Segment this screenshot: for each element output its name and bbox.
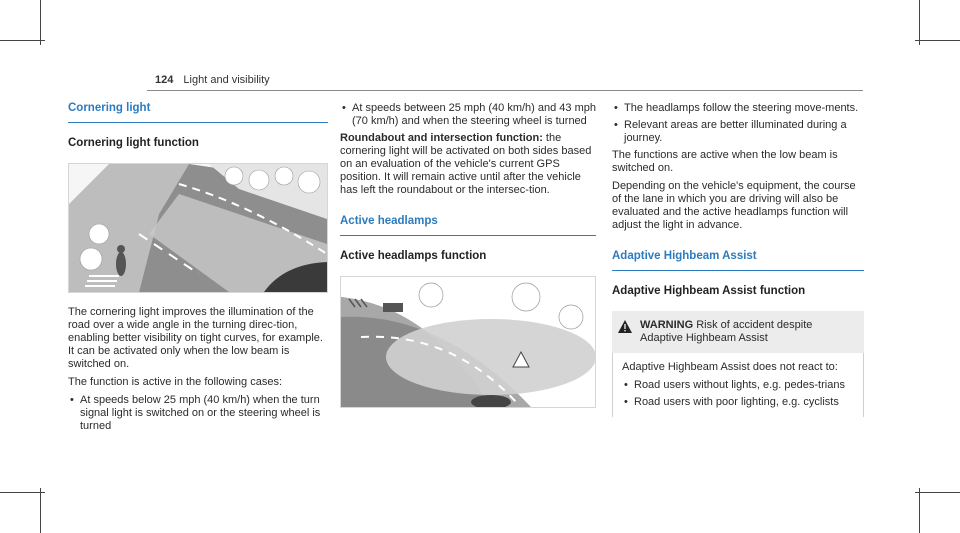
crop-mark <box>40 488 41 533</box>
column-adaptive-highbeam <box>612 102 864 417</box>
crop-mark <box>919 0 920 45</box>
list-item: • Road users without lights, e.g. pedes-trians <box>622 379 863 392</box>
warning-text: Risk of accident despite Adaptive Highbeam Assist <box>640 319 813 344</box>
crop-mark <box>0 40 45 41</box>
column-active-headlamps <box>340 102 596 408</box>
list-item: • Road users with poor lighting, e.g. cyclists <box>622 396 863 409</box>
roundabout-label: Roundabout and intersection function: <box>340 132 543 144</box>
section-name: Light and visibility <box>183 74 270 86</box>
warning-list <box>622 379 863 409</box>
section-title-adaptive-highbeam: Adaptive Highbeam Assist <box>612 250 864 271</box>
crop-mark <box>915 492 960 493</box>
warning-header <box>612 311 864 353</box>
active-headlamps-illustration <box>340 276 596 408</box>
list-item: • The headlamps follow the steering move-ments. <box>612 102 864 115</box>
list-item: • Relevant areas are better illuminated during a journey. <box>612 119 864 145</box>
warning-body <box>612 353 864 417</box>
cornering-light-illustration <box>68 163 328 293</box>
crop-mark <box>0 492 45 493</box>
subtitle-active-headlamps-function: Active headlamps function <box>340 250 487 262</box>
warning-label: WARNING <box>640 319 694 331</box>
warning-title <box>640 319 854 345</box>
subtitle-cornering-light-function: Cornering light function <box>68 137 199 149</box>
cornering-case-list-continued <box>340 102 596 128</box>
cornering-paragraph-1: The cornering light improves the illumination of the road over a wide angle in the turning direc-tion, enabling better visibility on tight curves, for example. It can be activated only when the low beam is switched on. <box>68 306 323 370</box>
headlamp-effects-list <box>612 102 864 145</box>
warning-triangle-icon <box>618 320 632 333</box>
section-title-cornering-light: Cornering light <box>68 102 328 123</box>
subtitle-adaptive-highbeam-function: Adaptive Highbeam Assist function <box>612 285 806 297</box>
roundabout-text: the cornering light will be activated on both sides based on an evaluation of the vehicle's current GPS position. It will remain active until after the vehicle has left the roundabout or the intersec-tion. <box>340 132 592 196</box>
crop-mark <box>915 40 960 41</box>
crop-mark <box>40 0 41 45</box>
crop-mark <box>919 488 920 533</box>
cornering-case-list <box>68 394 328 433</box>
roundabout-paragraph <box>340 132 596 197</box>
page-number: 124 <box>155 74 174 86</box>
list-item: • At speeds below 25 mph (40 km/h) when the turn signal light is switched on or the steering wheel is turned <box>68 394 328 433</box>
header-divider <box>147 90 863 91</box>
list-item: • At speeds between 25 mph (40 km/h) and 43 mph (70 km/h) and when the steering wheel is turned <box>340 102 596 128</box>
cornering-paragraph-2: The function is active in the following cases: <box>68 376 283 388</box>
column-cornering-light <box>68 102 328 437</box>
active-functions-paragraph: The functions are active when the low beam is switched on. <box>612 149 838 174</box>
section-title-active-headlamps: Active headlamps <box>340 215 596 236</box>
warning-body-text: Adaptive Highbeam Assist does not react to: <box>622 361 838 373</box>
page-header <box>155 74 270 86</box>
equipment-paragraph: Depending on the vehicle's equipment, the course of the lane in which you are driving will also be evaluated and the active headlamps function will adjust the light in advance. <box>612 180 856 231</box>
